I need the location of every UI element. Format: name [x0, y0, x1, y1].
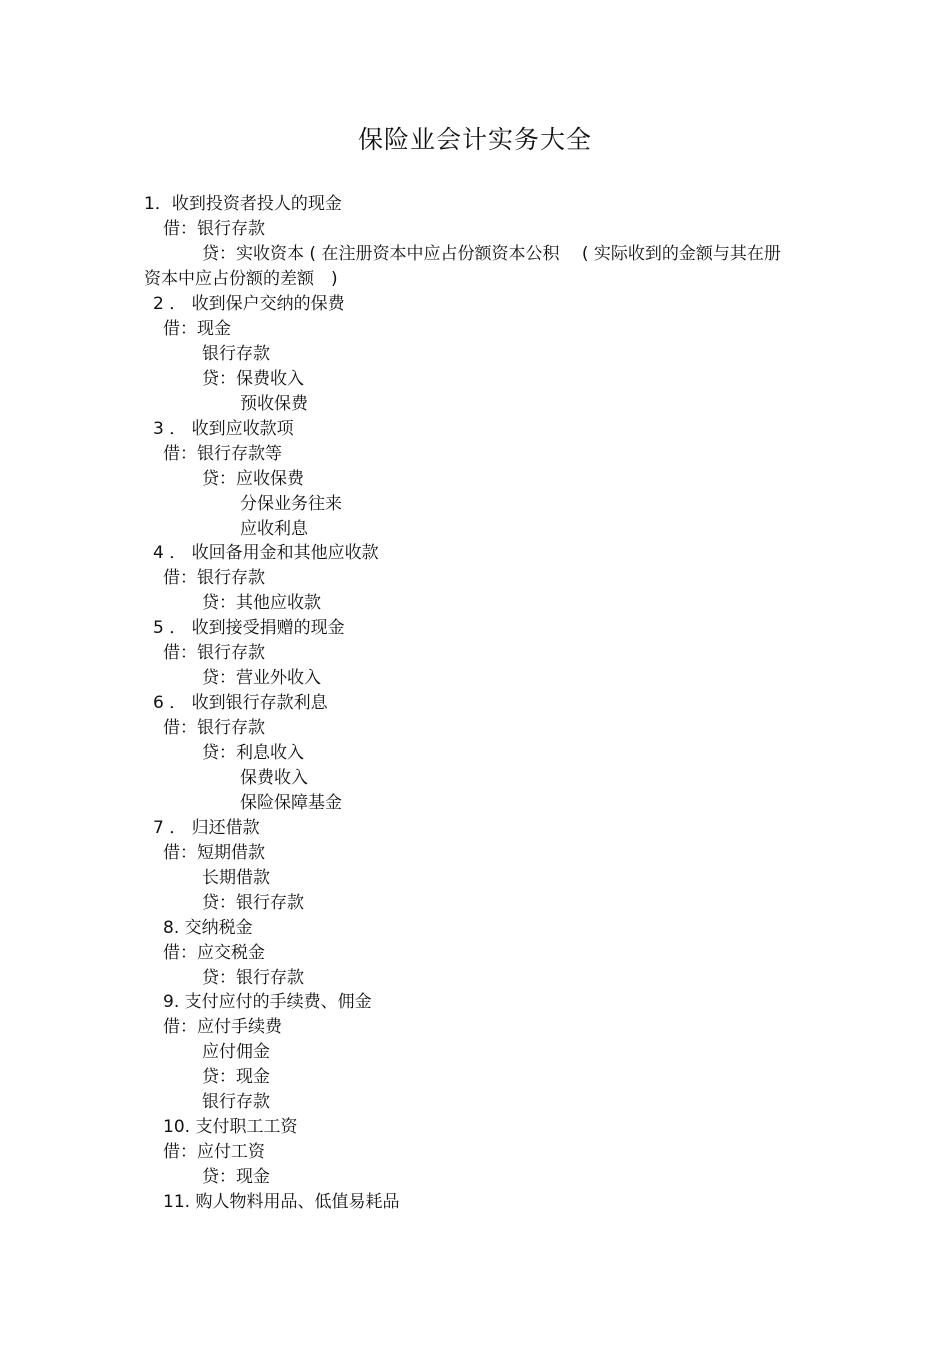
debit-line: 借：应付手续费 [163, 1017, 282, 1037]
credit-line: 贷：现金 [202, 1167, 270, 1187]
credit-sub-line: 保费收入 [240, 768, 308, 788]
debit-line: 借：银行存款 [163, 219, 265, 239]
item-2-heading: 2 ． 收到保户交纳的保费 [153, 294, 345, 314]
debit-line: 借：现金 [163, 319, 231, 339]
debit-line: 借：应付工资 [163, 1142, 265, 1162]
credit-line: 贷：银行存款 [202, 893, 304, 913]
document-title: 保险业会计实务大全 [357, 125, 592, 154]
credit-line: 贷：其他应收款 [202, 593, 321, 613]
credit-line: 贷：银行存款 [202, 968, 304, 988]
item-1-heading: 1．收到投资者投人的现金 [144, 194, 342, 214]
debit-line: 借：银行存款等 [163, 444, 282, 464]
credit-sub-line: 保险保障基金 [240, 793, 342, 813]
item-6-heading: 6 ． 收到银行存款利息 [153, 693, 328, 713]
item-10-heading: 10. 支付职工工资 [163, 1117, 298, 1137]
credit-line: 贷：实收资本 ( 在注册资本中应占份额资本公积 ( 实际收到的金额与其在册 [202, 244, 781, 264]
item-11-heading: 11. 购人物料用品、低值易耗品 [163, 1192, 400, 1212]
item-8-heading: 8. 交纳税金 [163, 918, 253, 938]
credit-sub-line: 应收利息 [240, 519, 308, 539]
debit-line: 借：银行存款 [163, 568, 265, 588]
debit-sub-line: 长期借款 [202, 868, 270, 888]
credit-sub-line: 银行存款 [202, 1092, 270, 1112]
debit-sub-line: 银行存款 [202, 344, 270, 364]
item-4-heading: 4 ． 收回备用金和其他应收款 [153, 543, 379, 563]
credit-line: 贷：保费收入 [202, 369, 304, 389]
item-5-heading: 5 ． 收到接受捐赠的现金 [153, 618, 345, 638]
debit-line: 借：银行存款 [163, 718, 265, 738]
debit-line: 借：银行存款 [163, 643, 265, 663]
credit-sub-line: 分保业务往来 [240, 494, 342, 514]
item-7-heading: 7 ． 归还借款 [153, 818, 260, 838]
item-9-heading: 9. 支付应付的手续费、佣金 [163, 992, 372, 1012]
debit-sub-line: 应付佣金 [202, 1042, 270, 1062]
item-3-heading: 3 ． 收到应收款项 [153, 419, 294, 439]
debit-line: 借：短期借款 [163, 843, 265, 863]
credit-line: 贷：现金 [202, 1067, 270, 1087]
credit-line: 贷：应收保费 [202, 469, 304, 489]
credit-line: 贷：营业外收入 [202, 668, 321, 688]
credit-line: 贷：利息收入 [202, 743, 304, 763]
credit-sub-line: 预收保费 [240, 394, 308, 414]
debit-line: 借：应交税金 [163, 943, 265, 963]
credit-line-continued: 资本中应占份额的差额 ) [144, 269, 338, 289]
